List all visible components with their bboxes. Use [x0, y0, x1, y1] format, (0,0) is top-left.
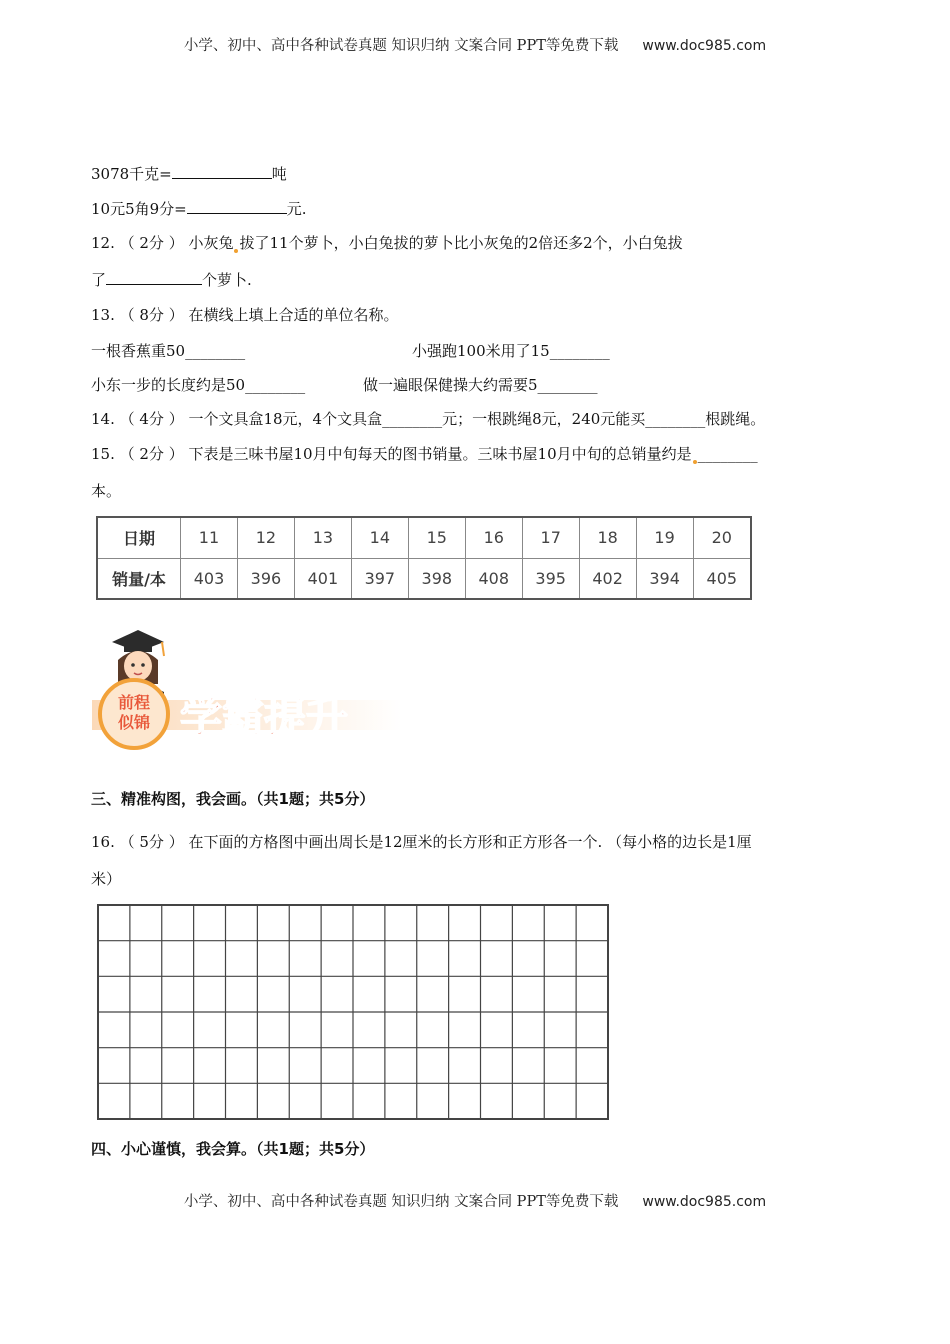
question-12-part-a: 12. （ 2分 ） 小灰兔: [91, 234, 234, 252]
question-13: 13. （ 8分 ） 在横线上填上合适的单位名称。: [91, 306, 399, 324]
table-row-dates: [97, 517, 751, 558]
question-15-blank[interactable]: ________: [697, 445, 758, 463]
question-15: [91, 444, 758, 464]
badge-line-1: 前程: [117, 693, 151, 712]
answer-blank[interactable]: [172, 164, 272, 179]
header-site-link[interactable]: www.doc985.com: [642, 38, 767, 54]
marker-dot-icon: [693, 460, 697, 464]
table-cell: 397: [351, 558, 408, 599]
table-cell: 14: [351, 517, 408, 558]
question-12-continued: [91, 270, 252, 290]
xueba-banner: [92, 622, 402, 750]
table-cell: 13: [294, 517, 351, 558]
section-4-heading: 四、小心谨慎，我会算。（共1题；共5分）: [91, 1140, 375, 1158]
page-header: [0, 34, 950, 55]
question-12-part-d: 个萝卜.: [202, 271, 252, 289]
table-cell: 398: [408, 558, 465, 599]
sales-table: [96, 516, 752, 600]
table-cell: 402: [579, 558, 636, 599]
question-12: [91, 233, 683, 253]
table-cell: 15: [408, 517, 465, 558]
question-12-part-c: 了: [91, 271, 107, 289]
marker-dot-icon: [234, 249, 238, 253]
conversion-line-2: [91, 199, 307, 219]
conversion-line-1: [91, 164, 287, 184]
drawing-grid[interactable]: [97, 904, 609, 1120]
table-cell: 396: [237, 558, 294, 599]
table-cell: 394: [636, 558, 693, 599]
question-16: 16. （ 5分 ） 在下面的方格图中画出周长是12厘米的长方形和正方形各一个. （每小格的边长是1厘: [91, 833, 752, 851]
conversion-1-text: 3078千克=: [91, 165, 172, 183]
table-cell: 18: [579, 517, 636, 558]
conversion-1-unit: 吨: [271, 165, 287, 183]
banner-title: 学霸提升: [180, 693, 349, 742]
table-cell: 403: [181, 558, 238, 599]
table-cell: 11: [181, 517, 238, 558]
page-footer: [0, 1190, 950, 1211]
table-cell: 17: [522, 517, 579, 558]
table-row-sales: [97, 558, 751, 599]
table-header-date: 日期: [97, 517, 181, 558]
table-cell: 16: [465, 517, 522, 558]
table-cell: 12: [237, 517, 294, 558]
table-cell: 405: [693, 558, 751, 599]
question-15-part-a: 15. （ 2分 ） 下表是三味书屋10月中旬每天的图书销量。三味书屋10月中旬的总销量约是: [91, 445, 692, 463]
table-cell: 19: [636, 517, 693, 558]
question-13-item-1: 一根香蕉重50________: [91, 342, 246, 360]
table-cell: 20: [693, 517, 751, 558]
question-12-part-b: 拔了11个萝卜，小白兔拔的萝卜比小灰兔的2倍还多2个，小白兔拔: [239, 234, 683, 252]
question-16-continued: 米）: [91, 870, 122, 888]
table-header-sales: 销量/本: [97, 558, 181, 599]
table-cell: 408: [465, 558, 522, 599]
question-13-item-4: 做一遍眼保健操大约需要5________: [363, 376, 598, 394]
question-13-item-2: 小强跑100米用了15________: [412, 342, 610, 360]
conversion-2-text: 10元5角9分=: [91, 200, 187, 218]
badge-line-2: 似锦: [117, 713, 151, 732]
header-text: 小学、初中、高中各种试卷真题 知识归纳 文案合同 PPT等免费下载: [183, 38, 619, 54]
section-3-heading: 三、精准构图，我会画。（共1题；共5分）: [91, 790, 375, 808]
question-14: 14. （ 4分 ） 一个文具盒18元，4个文具盒________元；一根跳绳8元，240元能买________根跳绳。: [91, 410, 766, 428]
footer-text: 小学、初中、高中各种试卷真题 知识归纳 文案合同 PPT等免费下载: [183, 1194, 619, 1210]
footer-site-link[interactable]: www.doc985.com: [642, 1194, 767, 1210]
question-15-continued: 本。: [91, 482, 122, 500]
question-13-item-3: 小东一步的长度约是50________: [91, 376, 306, 394]
table-cell: 395: [522, 558, 579, 599]
answer-blank[interactable]: [106, 270, 202, 285]
answer-blank[interactable]: [187, 199, 287, 214]
table-cell: 401: [294, 558, 351, 599]
conversion-2-unit: 元.: [286, 200, 307, 218]
